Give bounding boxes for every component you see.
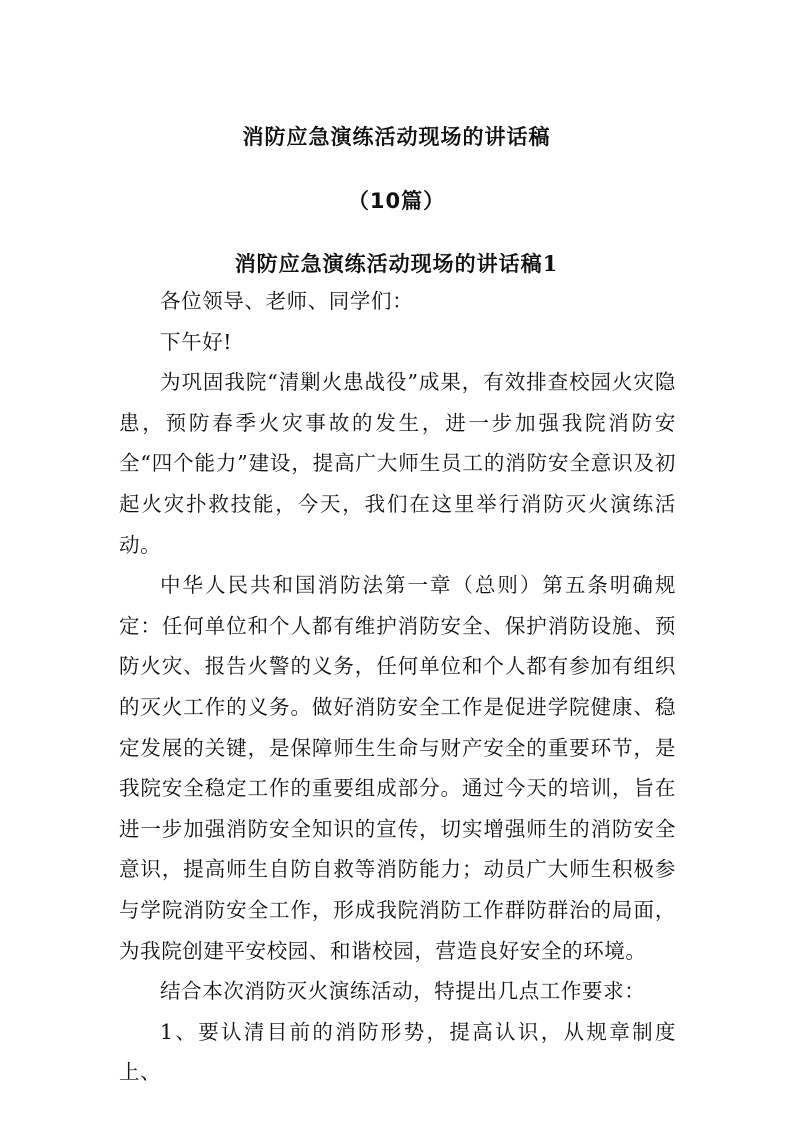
document-body	[119, 281, 676, 1093]
paragraph-law: 中华人民共和国消防法第一章（总则）第五条明确规定：任何单位和个人都有维护消防安全、保护消防设施、预防火灾、报告火警的义务，任何单位和个人都有参加有组织的灭火工作的义务。做好消防安全工作是促进学院健康、稳定发展的关键，是保障师生生命与财产安全的重要环节，是我院安全稳定工作的重要组成部分。通过今天的培训，旨在进一步加强消防安全知识的宣传，切实增强师生的消防安全意识，提高师生自防自救等消防能力；动员广大师生积极参与学院消防安全工作，形成我院消防工作群防群治的局面，为我院创建平安校园、和谐校园，营造良好安全的环境。	[119, 573, 676, 963]
paragraph-salutation: 各位领导、老师、同学们：	[160, 289, 414, 313]
document-title: 消防应急演练活动现场的讲话稿	[242, 124, 551, 149]
paragraph-requirements-intro: 结合本次消防灭火演练活动，特提出几点工作要求：	[160, 979, 646, 1004]
paragraph-greeting: 下午好!	[160, 329, 233, 354]
section-title: 消防应急演练活动现场的讲话稿1	[234, 251, 559, 276]
document-count: （10篇）	[347, 189, 446, 213]
paragraph-purpose: 为巩固我院“清剿火患战役”成果，有效排查校园火灾隐患，预防春季火灾事故的发生，进一步加强我院消防安全“四个能力”建设，提高广大师生员工的消防安全意识及初起火灾扑救技能，今天，我们在这里举行消防灭火演练活动。	[119, 370, 676, 557]
paragraph-requirement-1: 1、要认清目前的消防形势，提高认识，从规章制度上、	[119, 1019, 676, 1085]
